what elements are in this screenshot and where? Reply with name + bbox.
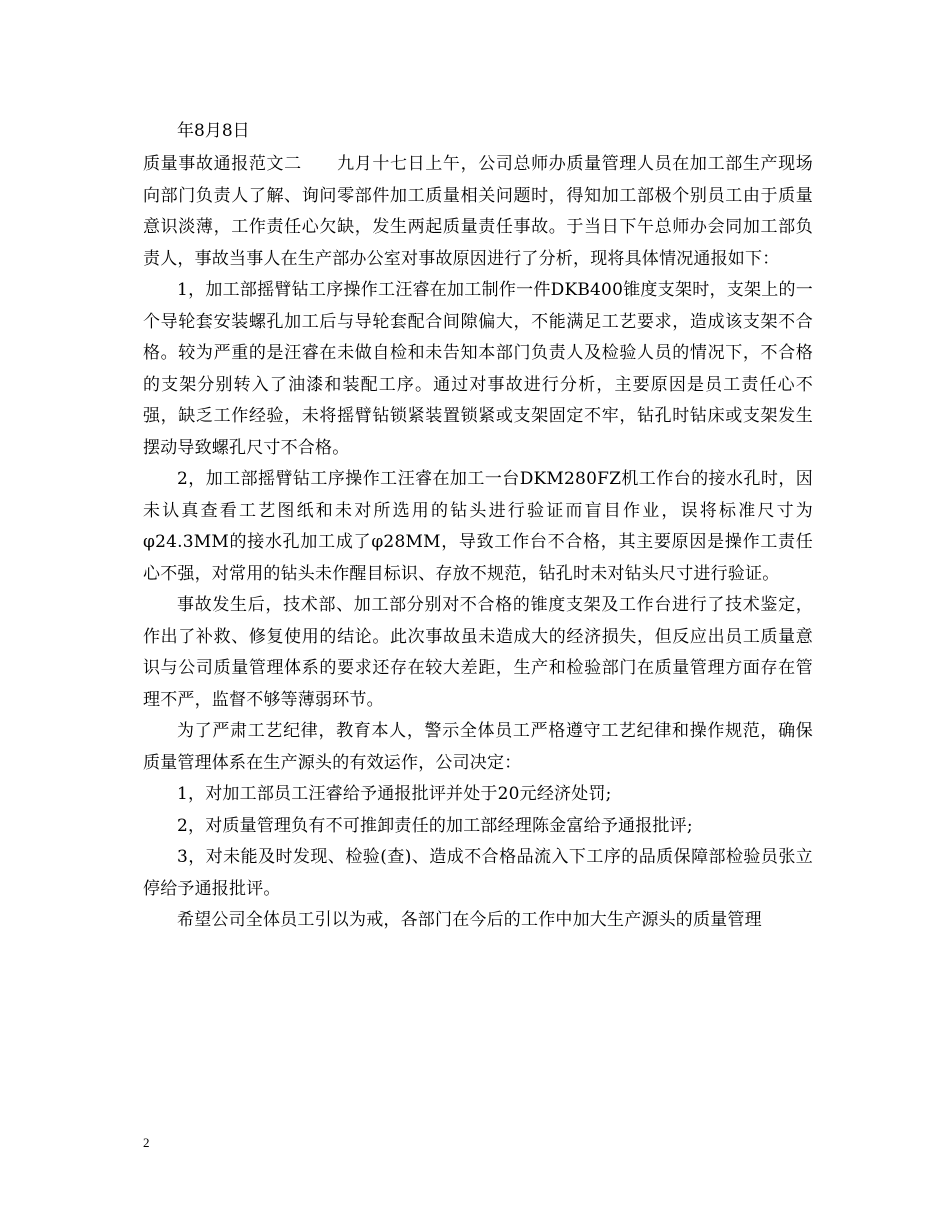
paragraph-intro: 质量事故通报范文二 九月十七日上午，公司总师办质量管理人员在加工部生产现场向部门负责人了解、询问零部件加工质量相关问题时，得知加工部极个别员工由于质量意识淡薄，工作责任心欠缺，发生两起质量责任事故。于当日下午总师办会同加工部负责人，事故当事人在生产部办公室对事故原因进行了分析，现将具体情况通报如下： bbox=[143, 154, 813, 269]
paragraph-decision-2: 2，对质量管理负有不可推卸责任的加工部经理陈金富给予通报批评; bbox=[177, 815, 693, 836]
paragraph-closing: 希望公司全体员工引以为戒，各部门在今后的工作中加大生产源头的质量管理 bbox=[177, 910, 762, 930]
date-line: 年8月8日 bbox=[177, 121, 250, 141]
paragraph-decision-intro: 为了严肃工艺纪律，教育本人，警示全体员工严格遵守工艺纪律和操作规范，确保质量管理体系在生产源头的有效运作，公司决定： bbox=[143, 721, 813, 773]
paragraph-aftermath: 事故发生后，技术部、加工部分别对不合格的锥度支架及工作台进行了技术鉴定，作出了补救、修复使用的结论。此次事故虽未造成大的经济损失，但反应出员工质量意识与公司质量管理体系的要求还存在较大差距，生产和检验部门在质量管理方面存在管理不严，监督不够等薄弱环节。 bbox=[143, 595, 813, 710]
paragraph-decision-3: 3，对未能及时发现、检验(查)、造成不合格品流入下工序的品质保障部检验员张立停给予通报批评。 bbox=[143, 847, 813, 899]
paragraph-incident-1: 1，加工部摇臂钻工序操作工汪睿在加工制作一件DKB400锥度支架时，支架上的一个导轮套安装螺孔加工后与导轮套配合间隙偏大，不能满足工艺要求，造成该支架不合格。较为严重的是汪睿在未做自检和未告知本部门负责人及检验人员的情况下，不合格的支架分别转入了油漆和装配工序。通过对事故进行分析，主要原因是员工责任心不强，缺乏工作经验，未将摇臂钻锁紧装置锁紧或支架固定不牢，钻孔时钻床或支架发生摆动导致螺孔尺寸不合格。 bbox=[143, 280, 813, 458]
page-number: 2 bbox=[143, 1135, 150, 1150]
paragraph-incident-2: 2，加工部摇臂钻工序操作工汪睿在加工一台DKM280FZ机工作台的接水孔时，因未认真查看工艺图纸和未对所选用的钻头进行验证而盲目作业，误将标准尺寸为φ24.3MM的接水孔加工成了φ28MM，导致工作台不合格，其主要原因是操作工责任心不强，对常用的钻头未作醒目标识、存放不规范，钻孔时未对钻头尺寸进行验证。 bbox=[143, 469, 813, 584]
paragraph-decision-1: 1，对加工部员工汪睿给予通报批评并处于20元经济处罚; bbox=[177, 784, 612, 804]
document-page bbox=[143, 114, 813, 937]
